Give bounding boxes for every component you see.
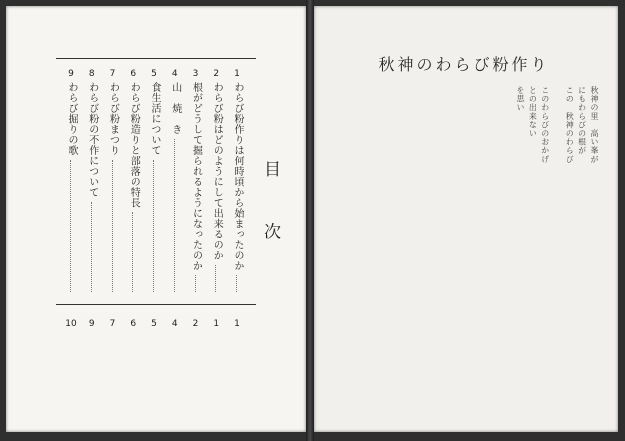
essay-title: 秋神のわらび粉作り bbox=[378, 55, 550, 74]
toc-heading: 目 次 bbox=[260, 160, 280, 260]
toc-page-number: 1 bbox=[213, 319, 220, 329]
essay-body bbox=[356, 78, 600, 364]
toc-page-number: 1 bbox=[234, 319, 240, 329]
toc-entry-title: 根がどうして掘られるようになったのか bbox=[190, 82, 202, 271]
book-gutter bbox=[306, 0, 314, 441]
toc-entry-number: 6 bbox=[130, 69, 137, 79]
essay-paragraph: との出来ない bbox=[528, 86, 538, 138]
essay-paragraph: この 秋神のわらび bbox=[565, 86, 575, 164]
toc-entry-title: わらび粉はどのようにして出来るのか bbox=[211, 82, 223, 261]
toc-entry-number: 2 bbox=[213, 69, 220, 79]
toc-page-number: 6 bbox=[130, 319, 137, 329]
toc-dotted-leader bbox=[215, 265, 217, 293]
toc-entry-title: 山 焼 き bbox=[169, 82, 181, 135]
toc-page-number: 10 bbox=[65, 319, 77, 329]
toc-entry-3 bbox=[189, 68, 203, 296]
toc-dotted-leader bbox=[132, 212, 134, 292]
toc-entry-number: 8 bbox=[88, 69, 95, 79]
toc-entry-title: 食生活について bbox=[149, 82, 160, 156]
table-of-contents bbox=[64, 68, 244, 296]
toc-entry-number: 3 bbox=[192, 69, 199, 79]
toc-page-number: 5 bbox=[151, 319, 157, 329]
toc-entry-title: わらび粉造りと部落の特長 bbox=[128, 82, 140, 208]
toc-entry-9 bbox=[64, 68, 78, 296]
toc-entry-1 bbox=[230, 68, 244, 296]
toc-dotted-leader bbox=[70, 160, 72, 293]
toc-dotted-leader bbox=[195, 275, 197, 292]
toc-entry-title: わらび粉作りは何時頃から始まったのか bbox=[232, 82, 243, 271]
essay-paragraph: 秋神の里 高い峯が bbox=[590, 86, 599, 164]
essay-paragraph: このわらびのおかげ bbox=[540, 86, 550, 164]
toc-entry-number: 7 bbox=[109, 69, 116, 79]
toc-entry-number: 1 bbox=[234, 69, 240, 79]
toc-entry-7 bbox=[106, 68, 120, 296]
toc-entry-title: わらび粉まつり bbox=[107, 82, 119, 156]
toc-dotted-leader bbox=[174, 139, 176, 293]
essay-paragraph: を思い bbox=[515, 86, 525, 112]
toc-entry-title: わらび粉の不作について bbox=[86, 82, 98, 198]
toc-entry-number: 4 bbox=[171, 69, 178, 79]
essay-paragraph: にもわらびの根が bbox=[577, 86, 587, 155]
toc-dotted-leader bbox=[153, 160, 155, 293]
toc-page-number: 4 bbox=[171, 319, 178, 329]
toc-entry-6 bbox=[126, 68, 140, 296]
toc-entry-number: 9 bbox=[68, 69, 74, 79]
toc-bottom-rule bbox=[56, 304, 256, 305]
toc-entry-5 bbox=[147, 68, 161, 296]
toc-page-number: 7 bbox=[109, 319, 116, 329]
toc-top-rule bbox=[56, 58, 256, 59]
toc-entry-8 bbox=[85, 68, 99, 296]
toc-entry-title: わらび掘りの歌 bbox=[66, 82, 77, 156]
toc-page-number: 9 bbox=[88, 319, 95, 329]
toc-entry-number: 5 bbox=[151, 69, 157, 79]
toc-page-number: 2 bbox=[192, 319, 199, 329]
toc-dotted-leader bbox=[91, 202, 93, 293]
toc-dotted-leader bbox=[112, 160, 114, 293]
toc-entry-2 bbox=[209, 68, 223, 296]
toc-dotted-leader bbox=[236, 275, 238, 292]
toc-page-numbers bbox=[64, 318, 244, 330]
toc-entry-4 bbox=[168, 68, 182, 296]
